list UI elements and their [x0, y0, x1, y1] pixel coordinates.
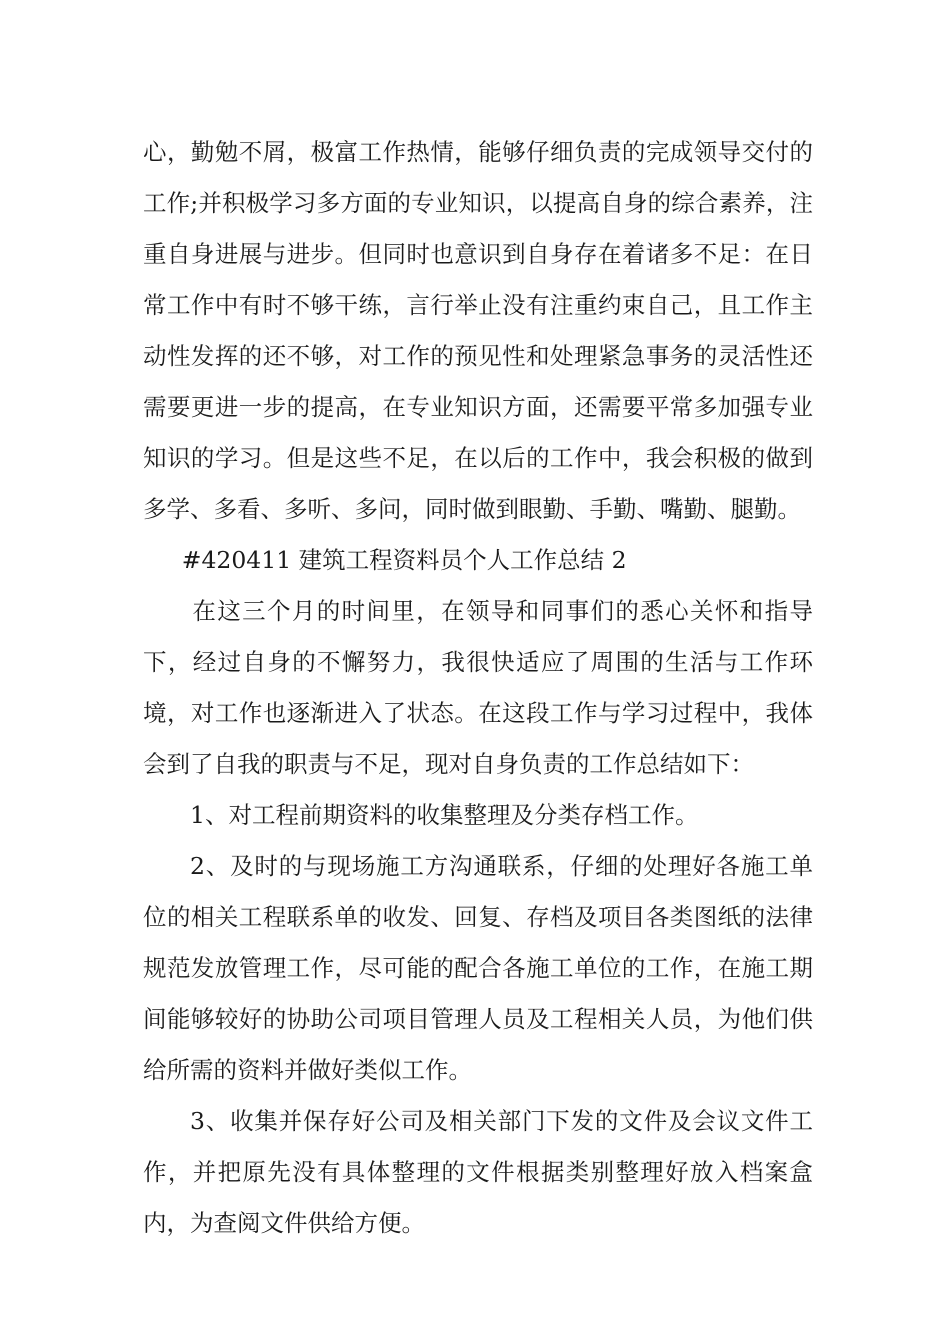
paragraph-intro: 在这三个月的时间里，在领导和同事们的悉心关怀和指导下，经过自身的不懈努力，我很快适应了周围的生活与工作环境，对工作也逐渐进入了状态。在这段工作与学习过程中，我体会到了自我的职责与不足，现对自身负责的工作总结如下：: [143, 597, 813, 778]
list-item-3: 3、收集并保存好公司及相关部门下发的文件及会议文件工作，并把原先没有具体整理的文件根据类别整理好放入档案盒内，为查阅文件供给方便。: [143, 1107, 813, 1237]
list-item-1: 1、对工程前期资料的收集整理及分类存档工作。: [190, 801, 699, 829]
section-heading: #420411 建筑工程资料员个人工作总结 2: [181, 546, 627, 574]
document-body: [143, 127, 813, 1249]
paragraph-continuation: 心，勤勉不屑，极富工作热情，能够仔细负责的完成领导交付的工作;并积极学习多方面的专业知识，以提高自身的综合素养，注重自身进展与进步。但同时也意识到自身存在着诸多不足：在日常工作中有时不够干练，言行举止没有注重约束自己，且工作主动性发挥的还不够，对工作的预见性和处理紧急事务的灵活性还需要更进一步的提高，在专业知识方面，还需要平常多加强专业知识的学习。但是这些不足，在以后的工作中，我会积极的做到多学、多看、多听、多问，同时做到眼勤、手勤、嘴勤、腿勤。: [143, 138, 813, 523]
list-item-2: 2、及时的与现场施工方沟通联系，仔细的处理好各施工单位的相关工程联系单的收发、回复、存档及项目各类图纸的法律规范发放管理工作，尽可能的配合各施工单位的工作，在施工期间能够较好的协助公司项目管理人员及工程相关人员，为他们供给所需的资料并做好类似工作。: [143, 852, 813, 1084]
